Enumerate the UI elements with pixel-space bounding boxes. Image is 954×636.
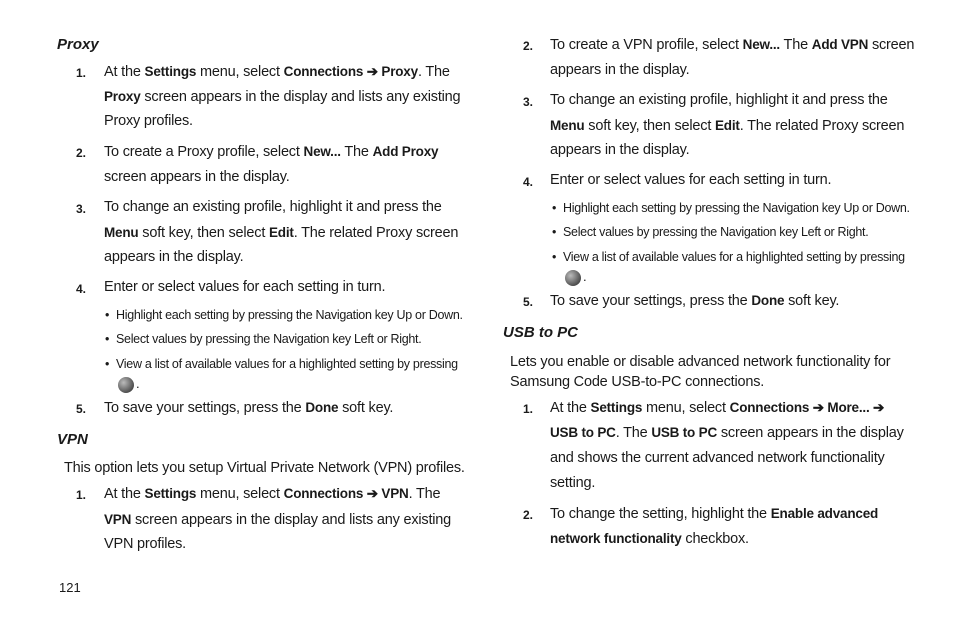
step-text: To change an existing profile, highlight it and press the xyxy=(550,92,888,108)
step-text: To create a Proxy profile, select New... The Add Proxy xyxy=(104,144,439,160)
step-number: 4. xyxy=(523,175,534,189)
step-text: appears in the display. xyxy=(550,142,690,158)
step-text: appears in the display. xyxy=(550,62,690,78)
step-text: Enter or select values for each setting in turn. xyxy=(104,279,386,295)
section-heading-vpn: VPN xyxy=(57,431,88,448)
step-text: VPN profiles. xyxy=(104,536,187,552)
bullet-item: • Highlight each setting by pressing the Navigation key Up or Down. xyxy=(116,305,463,325)
step-text: Enter or select values for each setting in turn. xyxy=(550,172,832,188)
step-text: To save your settings, press the Done soft key. xyxy=(104,400,394,416)
nav-key-line xyxy=(565,269,587,286)
bullet-item: • View a list of available values for a highlighted setting by pressing xyxy=(563,247,905,267)
step-text: Menu soft key, then select Edit. The related Proxy screen xyxy=(104,225,459,241)
step-text: At the Settings menu, select Connections ➔ More... ➔ xyxy=(550,400,885,416)
bullet-tail: . xyxy=(583,269,587,284)
navigation-key-icon xyxy=(565,270,581,286)
navigation-key-icon xyxy=(118,377,134,393)
step-text: At the Settings menu, select Connections ➔ Proxy. The xyxy=(104,64,450,80)
step-number: 5. xyxy=(523,295,534,309)
step-text: Menu soft key, then select Edit. The related Proxy screen xyxy=(550,118,905,134)
step-number: 2. xyxy=(523,508,534,522)
bullet-tail: . xyxy=(136,376,140,391)
step-number: 2. xyxy=(76,146,87,160)
nav-key-line xyxy=(118,376,140,393)
usb-intro-line2: Samsung Code USB-to-PC connections. xyxy=(510,374,765,390)
vpn-intro: This option lets you setup Virtual Private Network (VPN) profiles. xyxy=(64,460,465,476)
step-text: Proxy screen appears in the display and lists any existing xyxy=(104,89,461,105)
step-text: network functionality checkbox. xyxy=(550,531,749,547)
step-text: To save your settings, press the Done soft key. xyxy=(550,293,840,309)
section-heading-usb: USB to PC xyxy=(503,324,578,341)
step-text: screen appears in the display. xyxy=(104,169,290,185)
step-text: To change an existing profile, highlight it and press the xyxy=(104,199,442,215)
step-number: 3. xyxy=(76,202,87,216)
step-text: To create a VPN profile, select New... The Add VPN screen xyxy=(550,37,915,53)
step-text: setting. xyxy=(550,475,596,491)
bullet-item: • View a list of available values for a highlighted setting by pressing xyxy=(116,354,458,374)
step-number: 3. xyxy=(523,95,534,109)
bullet-item: • Highlight each setting by pressing the Navigation key Up or Down. xyxy=(563,198,910,218)
step-text: appears in the display. xyxy=(104,249,244,265)
page-number: 121 xyxy=(59,580,81,595)
step-number: 1. xyxy=(76,488,87,502)
step-number: 5. xyxy=(76,402,87,416)
step-number: 1. xyxy=(76,66,87,80)
step-number: 4. xyxy=(76,282,87,296)
bullet-item: • Select values by pressing the Navigation key Left or Right. xyxy=(563,222,868,242)
step-number: 2. xyxy=(523,39,534,53)
bullet-item: • Select values by pressing the Navigation key Left or Right. xyxy=(116,329,421,349)
step-text: VPN screen appears in the display and lists any existing xyxy=(104,512,452,528)
step-number: 1. xyxy=(523,402,534,416)
step-text: To change the setting, highlight the Enable advanced xyxy=(550,506,879,522)
step-text: At the Settings menu, select Connections ➔ VPN. The xyxy=(104,486,441,502)
section-heading-proxy: Proxy xyxy=(57,36,99,53)
step-text: USB to PC. The USB to PC screen appears in the display xyxy=(550,425,904,441)
usb-intro-line1: Lets you enable or disable advanced network functionality for xyxy=(510,354,891,370)
step-text: and shows the current advanced network functionality xyxy=(550,450,885,466)
step-text: Proxy profiles. xyxy=(104,113,193,129)
